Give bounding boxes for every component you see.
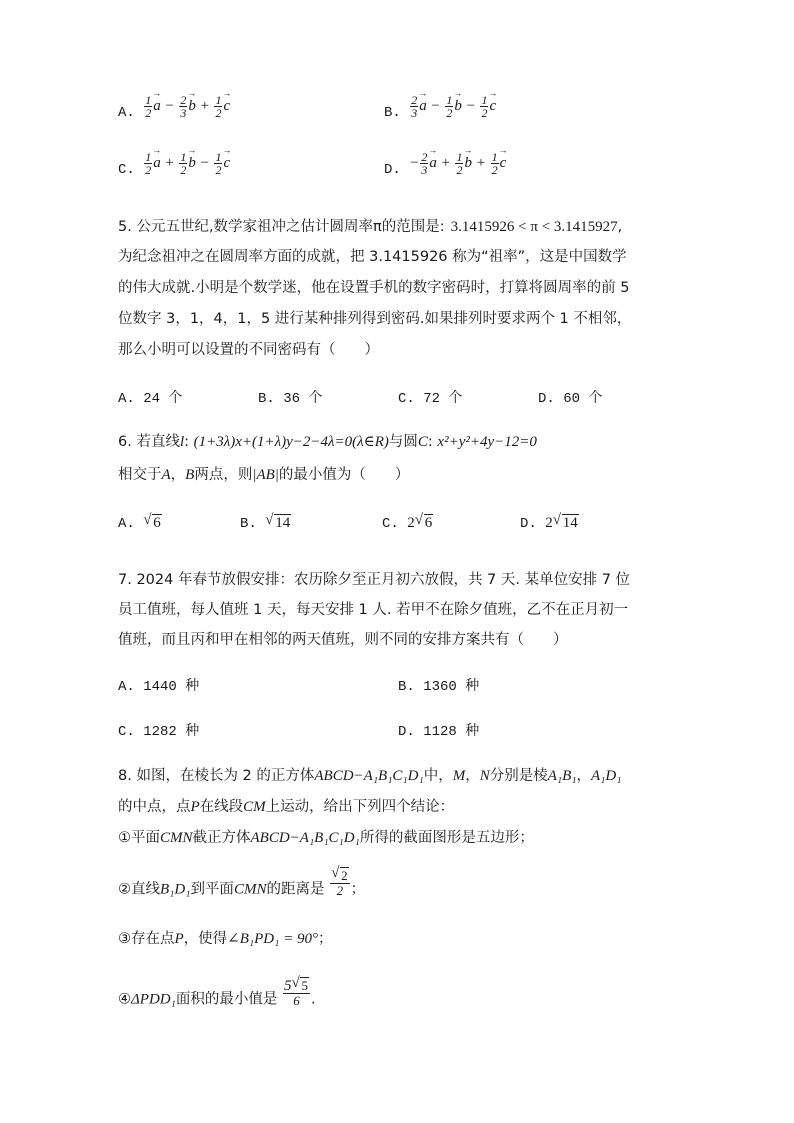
q4-option-b[interactable]: B. $\frac{2}{3}$ → a − $\frac{1}{2}$ → b − $\frac{1}{2}$ → c: [384, 100, 496, 125]
q4-option-c-expr: $\frac{1}{2}$ → a + $\frac{1}{2}$ → b − $\frac{1}{2}$ → c: [143, 155, 230, 171]
q4-option-d-expr: − $\frac{2}{3}$ → a + $\frac{1}{2}$ → b + $\frac{1}{2}$ → c: [409, 155, 506, 171]
q6-option-c[interactable]: C. 2√ 6: [382, 515, 433, 532]
q8-conclusion-1: ①平面CMN截正方体ABCD−A₁B₁C₁D₁所得的截面图形是五边形；: [118, 830, 534, 846]
q8-line2: 的中点，点P在线段CM上运动，给出下列四个结论：: [118, 799, 455, 815]
q7-line1: 7. 2024 年春节放假安排：农历除夕至正月初六放假，共 7 天. 某单位安排 7 位: [118, 572, 631, 588]
q5-option-b[interactable]: B. 36 个: [258, 391, 323, 407]
q5-line3: 的伟大成就.小明是个数学迷，他在设置手机的数字密码时，打算将圆周率的前 5: [118, 280, 630, 296]
q5-line2: 为纪念祖冲之在圆周率方面的成就，把 3.1415926 称为“祖率”，这是中国数学: [118, 249, 627, 265]
q5-line4: 位数字 3，1，4，1，5 进行某种排列得到密码.如果排列时要求两个 1 不相邻，: [118, 311, 632, 327]
q5-option-c[interactable]: C. 72 个: [398, 391, 463, 407]
q7-option-a[interactable]: A. 1440 种: [118, 679, 200, 695]
q7-option-d[interactable]: D. 1128 种: [398, 724, 480, 740]
q4-option-b-expr: $\frac{2}{3}$ → a − $\frac{1}{2}$ → b − $\frac{1}{2}$ → c: [409, 98, 496, 114]
q5-line5: 那么小明可以设置的不同密码有（ ）: [118, 342, 379, 358]
q4-option-a[interactable]: A. $\frac{1}{2}$ → a − $\frac{2}{3}$ → b + $\frac{1}{2}$ → c: [118, 100, 230, 125]
q6-option-d[interactable]: D. 2√ 14: [520, 515, 579, 532]
q5-option-d[interactable]: D. 60 个: [538, 391, 603, 407]
q6-line1: 6. 若直线l: (1+3λ)x+(1+λ)y−2−4λ=0(λ∈R)与圆C: x²+y²+4y−12=0: [118, 434, 537, 450]
q7-option-c[interactable]: C. 1282 种: [118, 724, 200, 740]
q6-option-a[interactable]: A. √ 6: [118, 515, 162, 532]
q8-conclusion-4: ④ΔPDD₁面积的最小值是 $\frac{5√ 5}{6}$ .: [118, 985, 316, 1014]
q7-line3: 值班，而且丙和甲在相邻的两天值班，则不同的安排方案共有（ ）: [118, 632, 568, 648]
q6-line2: 相交于A，B两点，则|AB|的最小值为（ ）: [118, 467, 410, 483]
q5-option-a[interactable]: A. 24 个: [118, 391, 183, 407]
q8-conclusion-3: ③存在点P，使得∠B₁PD₁ = 90°；: [118, 931, 333, 947]
q4-option-d[interactable]: D. − $\frac{2}{3}$ → a + $\frac{1}{2}$ → b + $\frac{1}{2}$ → c: [384, 157, 506, 182]
q6-option-b[interactable]: B. √ 14: [240, 515, 291, 532]
q4-option-c[interactable]: C. $\frac{1}{2}$ → a + $\frac{1}{2}$ → b − $\frac{1}{2}$ → c: [118, 157, 230, 182]
q8-conclusion-2: ②直线B₁D₁到平面CMN的距离是 √ $\frac{2}{2}$ ；: [118, 875, 365, 904]
q4-option-a-expr: $\frac{1}{2}$ → a − $\frac{2}{3}$ → b + $\frac{1}{2}$ → c: [143, 98, 230, 114]
q7-line2: 员工值班，每人值班 1 天，每天安排 1 人. 若甲不在除夕值班，乙不在正月初一: [118, 602, 629, 618]
q7-option-b[interactable]: B. 1360 种: [398, 679, 480, 695]
q5-line1: 5. 公元五世纪,数学家祖冲之估计圆周率π的范围是: 3.1415926 < π < 3.1415927,: [118, 219, 623, 235]
q8-line1: 8. 如图，在棱长为 2 的正方体ABCD−A₁B₁C₁D₁中，M，N分别是棱A₁B₁，A₁D₁: [118, 768, 622, 784]
